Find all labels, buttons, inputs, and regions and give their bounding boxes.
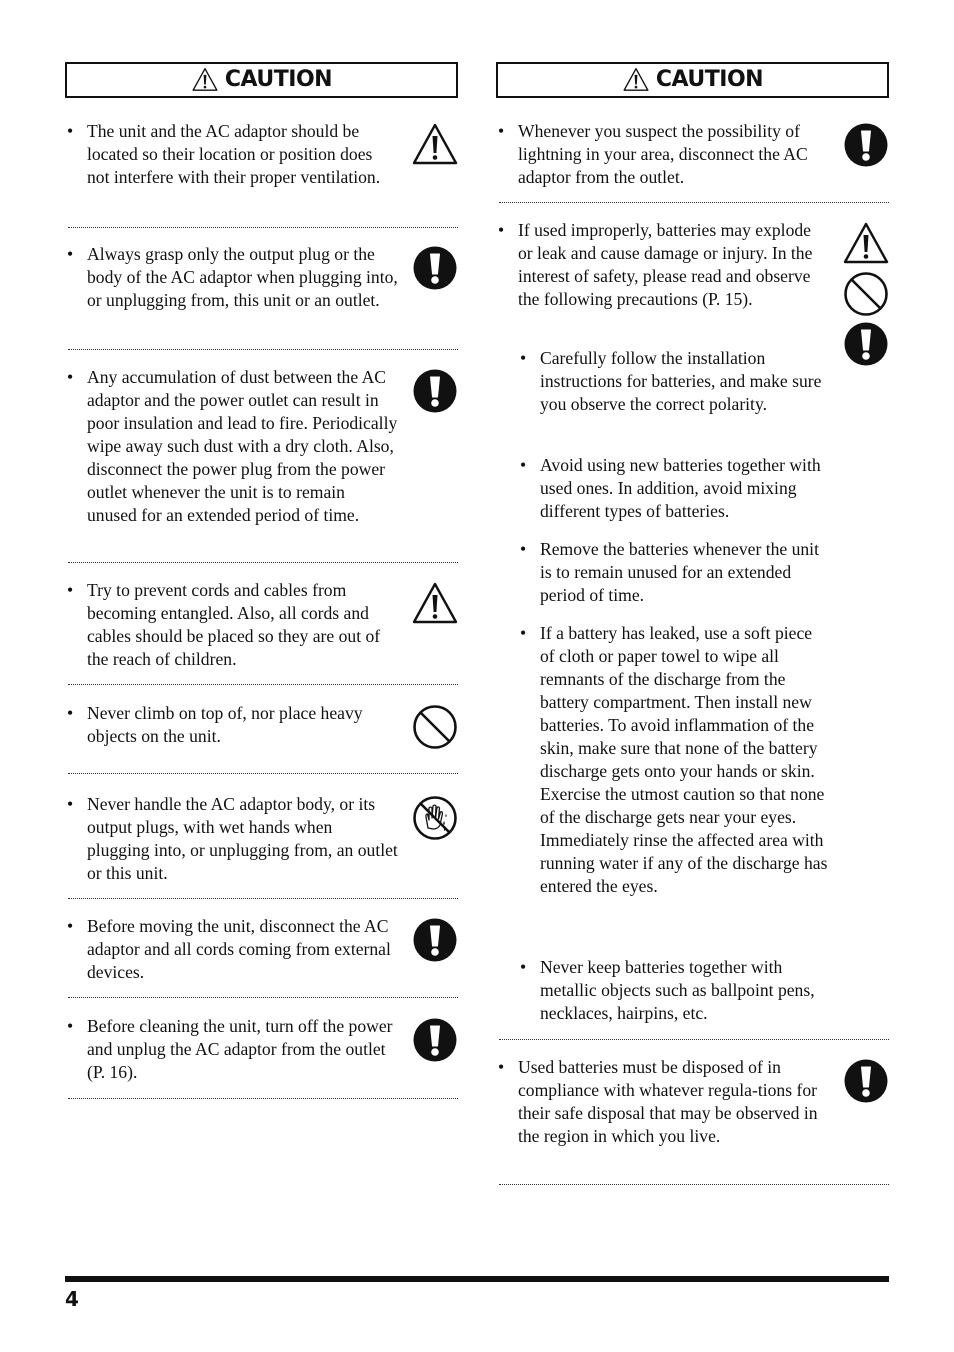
footer-rule	[65, 1276, 889, 1282]
caution-text: Used batteries must be disposed of in compliance with whatever regula-tions for their safe disposal that may be observed in the region in which you live.	[518, 1057, 818, 1146]
dotted-separator	[68, 898, 458, 899]
page-number: 4	[65, 1287, 79, 1311]
dotted-separator	[499, 1039, 889, 1040]
caution-text: If used improperly, batteries may explode or leak and cause damage or injury. In the interest of safety, please read and observe the following precautions (P. 15).	[518, 220, 813, 309]
prohibition-icon	[412, 704, 458, 750]
caution-text: The unit and the AC adaptor should be located so their location or position does not interfere with their proper ventilation.	[87, 121, 381, 187]
caution-text: Whenever you suspect the possibility of lightning in your area, disconnect the AC adaptor from the outlet.	[518, 121, 808, 187]
warning-triangle-icon	[843, 221, 889, 267]
exclamation-icon	[412, 245, 458, 291]
warning-triangle-icon	[412, 581, 458, 627]
sub-item-text: Remove the batteries whenever the unit is to remain unused for an extended period of time.	[540, 539, 819, 605]
exclamation-icon	[843, 122, 889, 168]
caution-text: Any accumulation of dust between the AC adaptor and the power outlet can result in poor insulation and lead to fire. Periodically wipe away such dust with a dry cloth. Also, disconnect the power plug from the power outlet whenever the unit is to remain unused for an extended period of time.	[87, 367, 398, 525]
caution-text: Never climb on top of, nor place heavy objects on the unit.	[87, 703, 363, 746]
caution-title: CAUTION	[655, 67, 764, 92]
exclamation-icon	[843, 1058, 889, 1104]
sub-item-text: Avoid using new batteries together with used ones. In addition, avoid mixing different types of batteries.	[540, 455, 821, 521]
caution-header	[65, 62, 458, 98]
caution-column-left: CAUTION • The unit and the AC adaptor should be located so their location or position does not interfere with their proper ventilation. • Always grasp only the output plug or the body of the AC adaptor when plugging into, or unplugging from, this unit or an outlet. • Any accumulation of dust between the AC adaptor and the power outlet can result in poor insulation and lead to fire. Periodically wipe away such dust with a dry cloth. Also, disconnect the power plug from the power outlet whenever the unit is to remain unused for an extended period of time. • Try to prevent cords and cables from becoming entangled. Also, all cords and cables should be placed so they are out of the reach of children. • Never climb on top of, nor place heavy objects on the unit. • Never handle the AC adaptor body, or its output plugs, with wet hands when plugging into, or unplugging from, an outlet or this unit. • Before moving the unit, disconnect the AC adaptor and all cords coming from external devices. • Before cleaning the unit, turn off the power and unplug the AC adaptor from the outlet (P. 16).	[65, 62, 458, 98]
warning-triangle-icon	[191, 67, 219, 93]
exclamation-icon	[412, 1017, 458, 1063]
exclamation-icon	[412, 917, 458, 963]
dotted-separator	[68, 227, 458, 228]
caution-text: Try to prevent cords and cables from becoming entangled. Also, all cords and cables should be placed so they are out of the reach of children.	[87, 580, 381, 669]
dotted-separator	[68, 997, 458, 998]
caution-text: Never handle the AC adaptor body, or its output plugs, with wet hands when plugging into, or unplugging from, an outlet or this unit.	[87, 794, 398, 883]
dotted-separator	[68, 684, 458, 685]
caution-text: Always grasp only the output plug or the body of the AC adaptor when plugging into, or unplugging from, this unit or an outlet.	[87, 244, 398, 310]
dotted-separator	[499, 202, 889, 203]
dotted-separator	[68, 562, 458, 563]
no-wet-hands-icon	[412, 795, 458, 841]
exclamation-icon	[843, 321, 889, 367]
sub-item-text: If a battery has leaked, use a soft piece of cloth or paper towel to wipe all remnants of the discharge from the battery compartment. Then install new batteries. To avoid inflammation of the skin, make sure that none of the battery discharge gets onto your hands or skin. Exercise the utmost caution so that none of the discharge gets near your eyes. Immediately rinse the affected area with running water if any of the discharge has entered the eyes.	[540, 623, 828, 896]
exclamation-icon	[412, 368, 458, 414]
sub-item-text: Never keep batteries together with metallic objects such as ballpoint pens, necklaces, hairpins, etc.	[540, 957, 815, 1023]
caution-text: Before moving the unit, disconnect the AC adaptor and all cords coming from external devices.	[87, 916, 391, 982]
prohibition-icon	[843, 271, 889, 317]
dotted-separator	[68, 773, 458, 774]
caution-header	[496, 62, 889, 98]
caution-column-right: CAUTION • Whenever you suspect the possibility of lightning in your area, disconnect the AC adaptor from the outlet. • If used improperly, batteries may explode or leak and cause damage or injury. In the interest of safety, please read and observe the following precautions (P. 15). • Carefully follow the installation instructions for batteries, and make sure you observe the correct polarity. • Avoid using new batteries together with used ones. In addition, avoid mixing different types of batteries. • Remove the batteries whenever the unit is to remain unused for an extended period of time. • If a battery has leaked, use a soft piece of cloth or paper towel to wipe all remnants of the discharge from the battery compartment. Then install new batteries. To avoid inflammation of the skin, make sure that none of the battery discharge gets onto your hands or skin. Exercise the utmost caution so that none of the discharge gets near your eyes. Immediately rinse the affected area with running water if any of the discharge has entered the eyes. • Never keep batteries together with metallic objects such as ballpoint pens, necklaces, hairpins, etc. • Used batteries must be disposed of in compliance with whatever regula-tions for their safe disposal that may be observed in the region in which you live.	[496, 62, 889, 98]
warning-triangle-icon	[412, 122, 458, 168]
warning-triangle-icon	[622, 67, 650, 93]
caution-text: Before cleaning the unit, turn off the power and unplug the AC adaptor from the outlet (P. 16).	[87, 1016, 393, 1082]
dotted-separator	[68, 349, 458, 350]
caution-title: CAUTION	[224, 67, 333, 92]
dotted-separator	[499, 1184, 889, 1185]
dotted-separator	[68, 1098, 458, 1099]
sub-item-text: Carefully follow the installation instructions for batteries, and make sure you observe the correct polarity.	[540, 348, 822, 414]
